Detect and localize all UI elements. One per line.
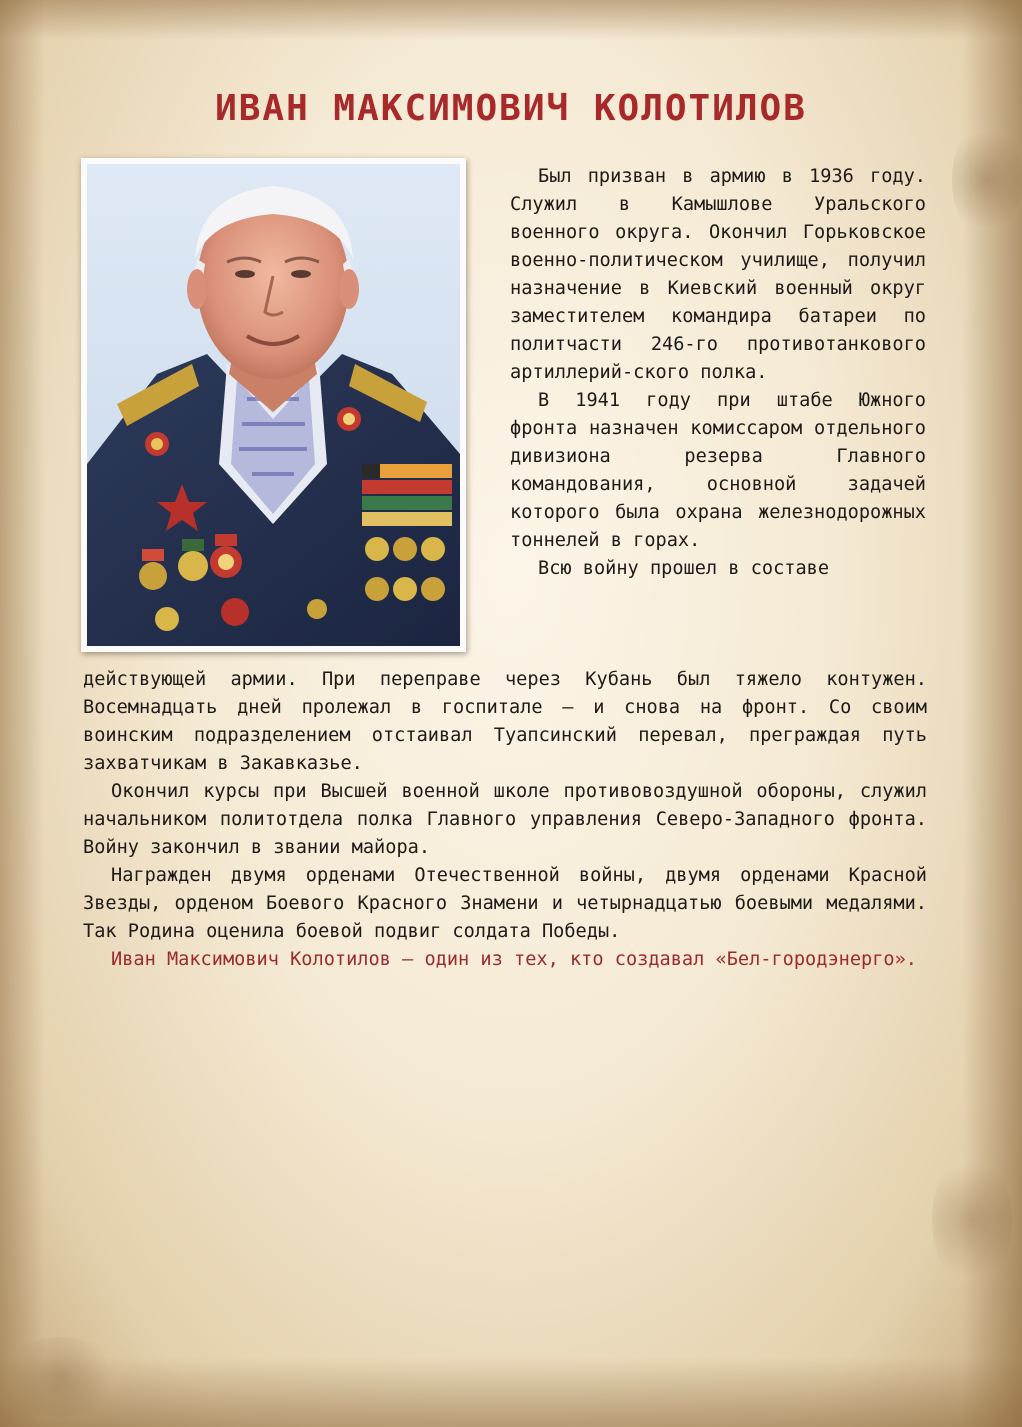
biography-paragraph: Всю войну прошел в составе (538, 558, 830, 579)
biography-paragraph: Окончил курсы при Высшей военной школе противовоздушной обороны, служил начальником политотдела полка Главного управления Северо-Западного фронта. Войну закончил в звании майора. (83, 781, 927, 858)
portrait-photo-icon (87, 164, 460, 646)
biography-full-width (83, 666, 927, 974)
biography-paragraph: Был призван в армию в 1936 году. Служил в Камышлове Уральского военного округа. Окончил Горьковское военно-политическом училище, получил назначение в Киевский военный округ заместителем командира батареи по политчасти 246-го противотанкового артиллерий-ского полка. (510, 166, 926, 383)
closing-statement: Иван Максимович Колотилов – один из тех, кто создавал «Бел-городэнерго». (111, 949, 917, 970)
paper-stain (932, 1150, 1012, 1290)
paper-edge-top (0, 0, 1022, 40)
paper-edge-right (962, 0, 1022, 1427)
biography-column-right (510, 163, 926, 583)
biography-paragraph: В 1941 году при штабе Южного фронта назначен комиссаром отдельного дивизиона резерва Главного командования, основной задачей которого была охрана железнодорожных тоннелей в горах. (510, 390, 926, 551)
biography-paragraph: Награжден двумя орденами Отечественной войны, двумя орденами Красной Звезды, орденом Боевого Красного Знамени и четырнадцатью боевыми медалями. Так Родина оценила боевой подвиг солдата Победы. (83, 865, 927, 942)
paper-stain (952, 120, 1022, 240)
portrait-photo-frame (81, 158, 466, 652)
paper-edge-bottom (0, 1357, 1022, 1427)
paper-stain (0, 1337, 120, 1417)
biography-paragraph: действующей армии. При переправе через Кубань был тяжело контужен. Восемнадцать дней пролежал в госпитале – и снова на фронт. Со своим воинским подразделением отстаивал Туапсинский перевал, преграждая путь захватчикам в Закавказье. (83, 669, 927, 774)
paper-edge-left (0, 0, 45, 1427)
page-title: ИВАН МАКСИМОВИЧ КОЛОТИЛОВ (215, 88, 807, 129)
